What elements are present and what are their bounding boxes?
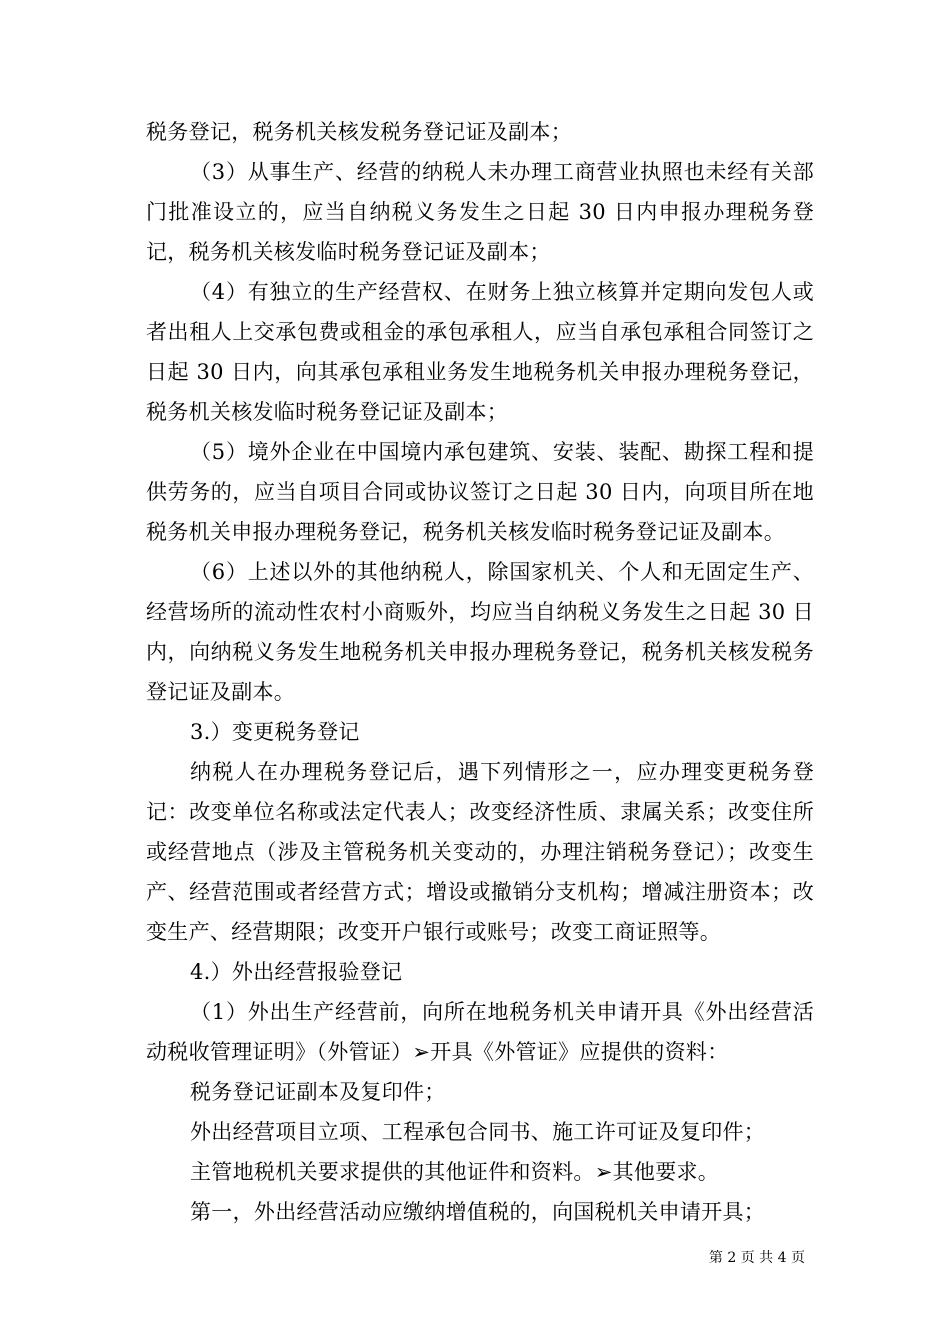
page-footer (0, 1247, 950, 1267)
list-item-other-documents: 主管地税机关要求提供的其他证件和资料。➢其他要求。 (190, 1160, 720, 1184)
paragraph-item-5: （5）境外企业在中国境内承包建筑、安装、装配、勘探工程和提供劳务的，应当自项目合同或协议签订之日起 30 日内，向项目所在地税务机关申报办理税务登记，税务机关核发临时税务登记证及副本。 (146, 440, 814, 544)
section-heading-outbound-registration: 4.）外出经营报验登记 (190, 960, 403, 984)
list-item-registration-copy: 税务登记证副本及复印件； (190, 1080, 446, 1104)
page-number: 第 2 页 共 4 页 (708, 1250, 805, 1266)
list-item-project-documents: 外出经营项目立项、工程承包合同书、施工许可证及复印件； (190, 1120, 766, 1144)
paragraph-change-registration: 纳税人在办理税务登记后，遇下列情形之一，应办理变更税务登记：改变单位名称或法定代表人；改变经济性质、隶属关系；改变住所或经营地点（涉及主管税务机关变动的，办理注销税务登记）；改变生产、经营范围或者经营方式；增设或撤销分支机构；增减注册资本；改变生产、经营期限；改变开户银行或账号；改变工商证照等。 (146, 760, 814, 944)
paragraph-continuation: 税务登记，税务机关核发税务登记证及副本； (146, 120, 572, 144)
paragraph-outbound-item-1: （1）外出生产经营前，向所在地税务机关申请开具《外出经营活动税收管理证明》（外管证）➢开具《外管证》应提供的资料： (146, 1000, 814, 1064)
paragraph-item-3: （3）从事生产、经营的纳税人未办理工商营业执照也未经有关部门批准设立的，应当自纳税义务发生之日起 30 日内申报办理税务登记，税务机关核发临时税务登记证及副本； (146, 160, 814, 264)
section-heading-change-registration: 3.）变更税务登记 (190, 720, 360, 744)
paragraph-first-requirement: 第一，外出经营活动应缴纳增值税的，向国税机关申请开具； (190, 1200, 766, 1224)
paragraph-item-6: （6）上述以外的其他纳税人，除国家机关、个人和无固定生产、经营场所的流动性农村小商贩外，均应当自纳税义务发生之日起 30 日内，向纳税义务发生地税务机关申报办理税务登记，税务机关核发税务登记证及副本。 (146, 560, 814, 704)
document-body (146, 112, 814, 1232)
paragraph-item-4: （4）有独立的生产经营权、在财务上独立核算并定期向发包人或者出租人上交承包费或租金的承包承租人，应当自承包承租合同签订之日起 30 日内，向其承包承租业务发生地税务机关申报办理税务登记，税务机关核发临时税务登记证及副本； (146, 280, 814, 424)
